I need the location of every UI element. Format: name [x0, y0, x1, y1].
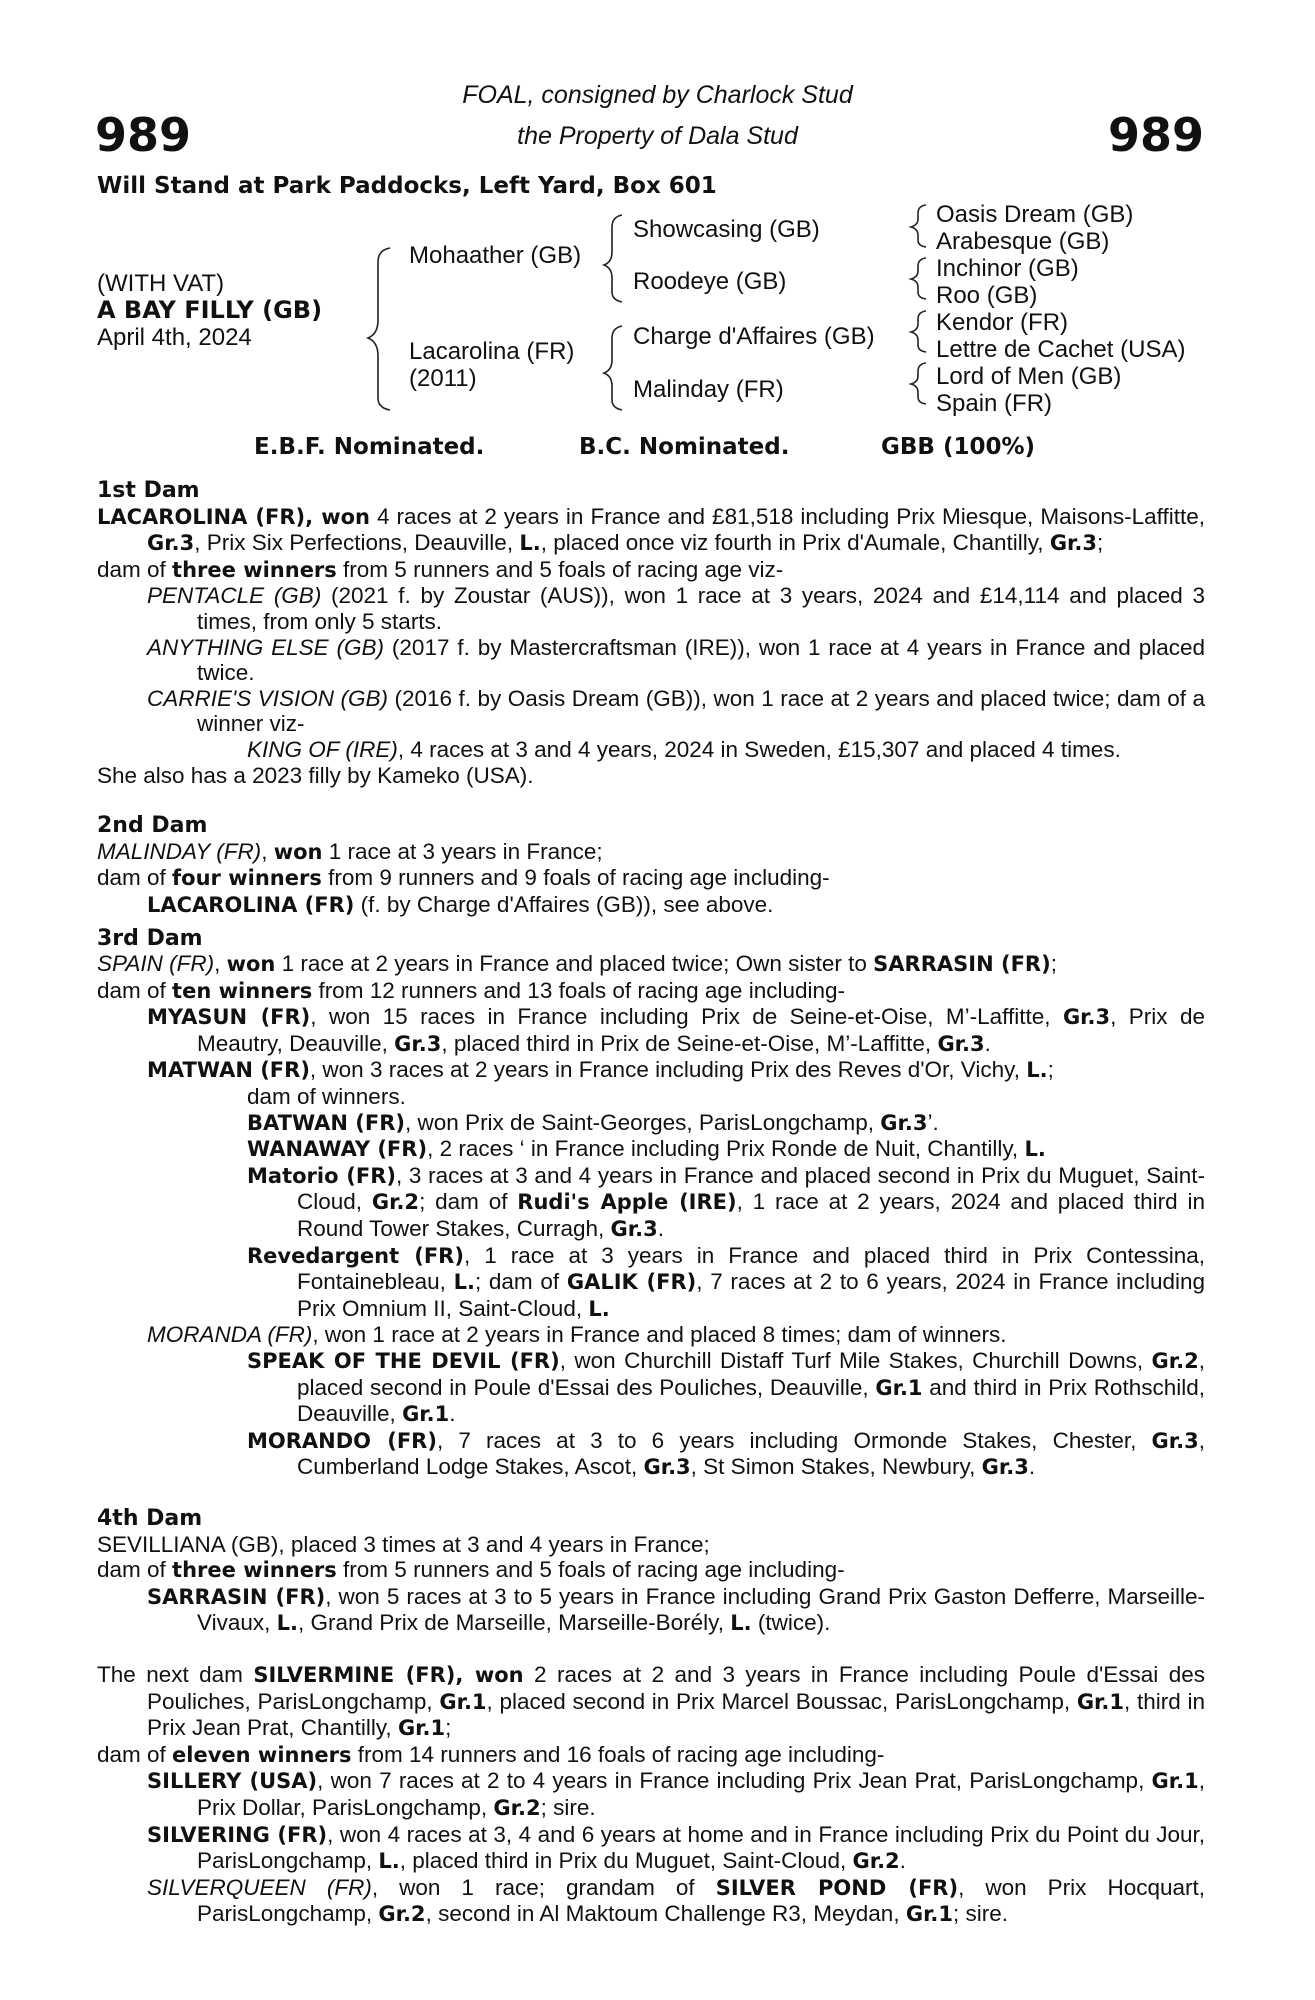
gbb-label: GBB (100%)	[881, 434, 1036, 460]
produce-sillery: SILLERY (USA), won 7 races at 2 to 4 years in France including Prix Jean Prat, ParisLongchamp, Gr.1, Prix Dollar, ParisLongchamp, Gr.2; sire.	[147, 1768, 1205, 1820]
produce-matwan: MATWAN (FR), won 3 races at 2 years in France including Prix des Reves d'Or, Vichy, L.;	[147, 1057, 1054, 1083]
great-granddam-4: Spain (FR)	[936, 390, 1053, 417]
next-dam-record: The next dam SILVERMINE (FR), won 2 races at 2 and 3 years in France including Poule d'Essai des Pouliches, ParisLongchamp, Gr.1, placed second in Prix Marcel Boussac, ParisLongchamp, Gr.1, third in Prix Jean Prat, Chantilly, Gr.1;	[97, 1661, 1205, 1741]
lot-number-right: 989	[1107, 108, 1204, 162]
second-dam-heading: 2nd Dam	[97, 813, 208, 839]
produce-moranda: MORANDA (FR), won 1 race at 2 years in France and placed 8 times; dam of winners.	[147, 1322, 1007, 1348]
produce-myasun: MYASUN (FR), won 15 races in France including Prix de Seine-et-Oise, M’-Laffitte, Gr.3, Prix de Meautry, Deauville, Gr.3, placed third in Prix de Seine-et-Oise, M’-Laffitte, Gr.3.	[147, 1004, 1205, 1056]
produce-anything-else: ANYTHING ELSE (GB) (2017 f. by Mastercraftsman (IRE)), won 1 race at 4 years in France and placed twice.	[147, 634, 1205, 686]
third-dam-heading: 3rd Dam	[97, 925, 203, 951]
first-dam-also-has: She also has a 2023 filly by Kameko (USA).	[97, 762, 534, 788]
produce-matorio: Matorio (FR), 3 races at 3 and 4 years in France and placed second in Prix du Muguet, Saint-Cloud, Gr.2; dam of Rudi's Apple (IRE), 1 race at 2 years, 2024 and placed third in Round Tower Stakes, Curragh, Gr.3.	[247, 1162, 1205, 1242]
second-dam-record: MALINDAY (FR), won 1 race at 3 years in France;	[97, 838, 603, 864]
produce-lacarolina: LACAROLINA (FR) (f. by Charge d'Affaires (GB)), see above.	[147, 891, 774, 917]
produce-revedargent: Revedargent (FR), 1 race at 3 years in France and placed third in Prix Contessina, Fontainebleau, L.; dam of GALIK (FR), 7 races at 2 to 6 years, 2024 in France including Prix Omnium II, Saint-Cloud, L.	[247, 1242, 1206, 1321]
great-grandsire-4: Lord of Men (GB)	[936, 363, 1122, 390]
produce-morando: MORANDO (FR), 7 races at 3 to 6 years including Ormonde Stakes, Chester, Gr.3, Cumberland Lodge Stakes, Ascot, Gr.3, St Simon Stakes, Newbury, Gr.3.	[247, 1427, 1205, 1480]
first-dam-record: LACAROLINA (FR), won 4 races at 2 years in France and £81,518 including Prix Miesque, Maisons-Laffitte, Gr.3, Prix Six Perfections, Deauville, L., placed once viz fourth in Prix d'Aumale, Chantilly, Gr.3;	[97, 503, 1205, 556]
produce-speak-of-the-devil: SPEAK OF THE DEVIL (FR), won Churchill Distaff Turf Mile Stakes, Churchill Downs, Gr.2, placed second in Poule d'Essai des Pouliches, Deauville, Gr.1 and third in Prix Rothschild, Deauville, Gr.1.	[247, 1348, 1205, 1427]
dam-year: (2011)	[409, 365, 477, 392]
produce-king-of: KING OF (IRE), 4 races at 3 and 4 years, 2024 in Sweden, £15,307 and placed 4 times.	[247, 736, 1121, 762]
first-dam-heading: 1st Dam	[97, 478, 200, 503]
produce-carries-vision: CARRIE'S VISION (GB) (2016 f. by Oasis Dream (GB)), won 1 race at 2 years and placed twice; dam of a winner viz-	[147, 685, 1205, 737]
third-dam-record: SPAIN (FR), won 1 race at 2 years in France and placed twice; Own sister to SARRASIN (FR);	[97, 951, 1057, 977]
dam: Lacarolina (FR)	[409, 338, 575, 365]
produce-pentacle: PENTACLE (GB) (2021 f. by Zoustar (AUS)), won 1 race at 3 years, 2024 and £14,114 and placed 3 times, from only 5 starts.	[147, 583, 1206, 634]
sire-sire: Showcasing (GB)	[633, 216, 820, 243]
great-granddam-2: Roo (GB)	[936, 282, 1038, 309]
sire: Mohaather (GB)	[409, 242, 582, 269]
second-dam-produce-summary: dam of four winners from 9 runners and 9 foals of racing age including-	[97, 865, 830, 891]
third-dam-produce-summary: dam of ten winners from 12 runners and 13 foals of racing age including-	[97, 977, 846, 1003]
fourth-dam-produce-summary: dam of three winners from 5 runners and 5 foals of racing age including-	[97, 1557, 845, 1583]
dam-sire: Charge d'Affaires (GB)	[633, 323, 875, 350]
great-grandsire-1: Oasis Dream (GB)	[936, 201, 1134, 228]
consigned-line: FOAL, consigned by Charlock Stud	[462, 81, 853, 109]
first-dam-produce-summary: dam of three winners from 5 runners and 5 foals of racing age viz-	[97, 556, 784, 582]
vat-label: (WITH VAT)	[97, 270, 225, 297]
sire-dam: Roodeye (GB)	[633, 268, 787, 295]
dam-dam: Malinday (FR)	[633, 376, 784, 403]
fourth-dam-record: SEVILLIANA (GB), placed 3 times at 3 and 4 years in France;	[97, 1531, 710, 1557]
foaling-date: April 4th, 2024	[97, 324, 252, 351]
fourth-dam-heading: 4th Dam	[97, 1505, 203, 1531]
produce-sarrasin: SARRASIN (FR), won 5 races at 3 to 5 years in France including Grand Prix Gaston Defferre, Marseille-Vivaux, L., Grand Prix de Marseille, Marseille-Borély, L. (twice).	[147, 1583, 1205, 1636]
property-line: the Property of Dala Stud	[517, 122, 798, 150]
produce-batwan: BATWAN (FR), won Prix de Saint-Georges, ParisLongchamp, Gr.3’.	[247, 1109, 939, 1135]
great-grandsire-2: Inchinor (GB)	[936, 255, 1079, 282]
produce-silvering: SILVERING (FR), won 4 races at 3, 4 and 6 years at home and in France including Prix du Point du Jour, ParisLongchamp, L., placed third in Prix du Muguet, Saint-Cloud, Gr.2.	[147, 1821, 1205, 1874]
produce-wanaway: WANAWAY (FR), 2 races ‘ in France including Prix Ronde de Nuit, Chantilly, L.	[247, 1136, 1046, 1162]
first-dam-name: LACAROLINA (FR), won	[97, 504, 370, 529]
catalogue-body	[97, 478, 1205, 1928]
great-grandsire-3: Kendor (FR)	[936, 309, 1069, 336]
great-granddam-3: Lettre de Cachet (USA)	[936, 336, 1186, 363]
matwan-dam-of: dam of winners.	[247, 1084, 406, 1110]
bc-nomination: B.C. Nominated.	[579, 434, 790, 460]
produce-silverqueen: SILVERQUEEN (FR), won 1 race; grandam of SILVER POND (FR), won Prix Hocquart, ParisLongchamp, Gr.2, second in Al Maktoum Challenge R3, Meydan, Gr.1; sire.	[147, 1874, 1206, 1927]
great-granddam-1: Arabesque (GB)	[936, 228, 1110, 255]
subject-name: A BAY FILLY (GB)	[97, 296, 323, 324]
lot-number-left: 989	[95, 108, 192, 162]
next-dam-produce-summary: dam of eleven winners from 14 runners and 16 foals of racing age including-	[97, 1741, 885, 1767]
stand-line: Will Stand at Park Paddocks, Left Yard, Box 601	[97, 173, 717, 199]
ebf-nomination: E.B.F. Nominated.	[254, 434, 485, 460]
